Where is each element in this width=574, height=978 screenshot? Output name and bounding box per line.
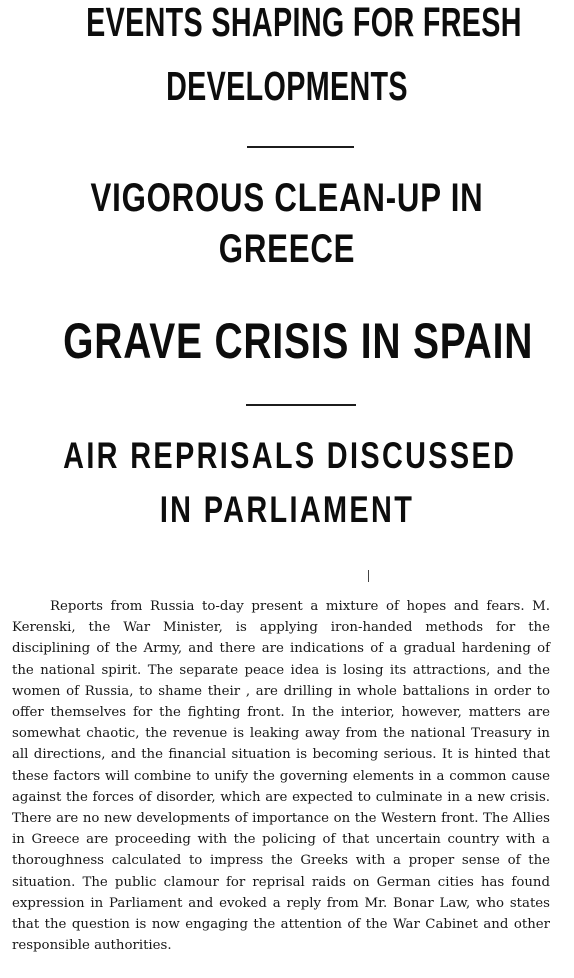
headline-line-5: GRAVE CRISIS IN SPAIN bbox=[63, 313, 534, 369]
headline-line-7: IN PARLIAMENT bbox=[159, 489, 415, 530]
article-body: Reports from Russia to-day present a mixture of hopes and fears. M. Kerenski, the War Minister, is applying iron-handed methods for the disciplining of the Army, and there are indications of a gradual hardening of the national spirit. The separate peace idea is losing its attractions, and the women of Russia, to shame their , are drilling in whole battalions in order to offer themselves for the fighting front. In the interior, however, matters are somewhat chaotic, the revenue is leaking away from the national Treasury in all directions, and the financial situation is becoming serious. It is hinted that these factors will combine to unify the governing elements in a common cause against the forces of disorder, which are expected to culminate in a new crisis. There are no new developments of importance on the Western front. The Allies in Greece are proceeding with the policing of that uncertain country with a thoroughness calculated to impress the Greeks with a proper sense of the situation. The public clamour for reprisal raids on German cities has found expression in Parliament and evoked a reply from Mr. Bonar Law, who states that the question is now engaging the attention of the War Cabinet and other responsible authorities. bbox=[12, 599, 550, 954]
print-mark bbox=[368, 570, 369, 582]
headline-line-1: EVENTS SHAPING FOR FRESH bbox=[86, 0, 522, 45]
headline-line-3: VIGOROUS CLEAN-UP IN bbox=[90, 176, 484, 220]
divider-rule-2 bbox=[246, 404, 356, 406]
divider-rule-1 bbox=[247, 146, 354, 148]
headline-line-2: DEVELOPMENTS bbox=[166, 63, 408, 109]
headline-line-6: AIR REPRISALS DISCUSSED bbox=[63, 435, 517, 476]
headline-line-4: GREECE bbox=[218, 227, 356, 271]
